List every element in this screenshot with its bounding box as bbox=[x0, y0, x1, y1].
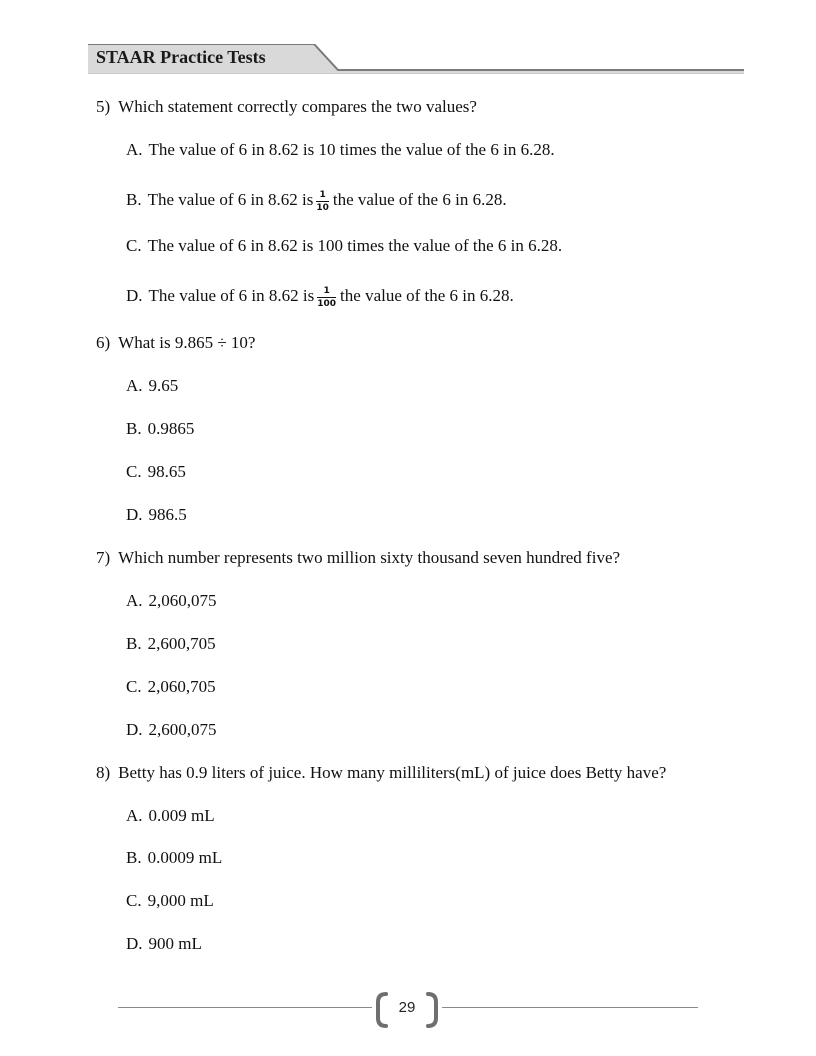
option-letter: A. bbox=[126, 806, 143, 825]
fraction-denominator: 100 bbox=[317, 299, 337, 309]
option-text: 2,060,075 bbox=[148, 591, 217, 610]
question-7-option-c[interactable] bbox=[126, 677, 216, 697]
option-text: 2,600,705 bbox=[147, 634, 216, 653]
page-header bbox=[88, 44, 744, 74]
fraction-one-hundredth bbox=[317, 286, 336, 309]
question-7-stem bbox=[96, 548, 620, 568]
option-text: 9,000 mL bbox=[147, 891, 214, 910]
option-text-after-fraction: the value of the 6 in 6.28. bbox=[340, 285, 514, 305]
option-letter: B. bbox=[126, 848, 142, 867]
option-text: 0.9865 bbox=[147, 419, 195, 438]
question-5-option-a[interactable] bbox=[126, 140, 555, 160]
option-letter: B. bbox=[126, 189, 142, 209]
option-text: 0.0009 mL bbox=[147, 848, 223, 867]
question-number: 8) bbox=[96, 763, 111, 782]
fraction-bar bbox=[317, 297, 336, 298]
question-6-option-b[interactable] bbox=[126, 419, 194, 439]
option-text: 98.65 bbox=[147, 462, 186, 481]
option-letter: A. bbox=[126, 140, 143, 159]
option-letter: A. bbox=[126, 591, 143, 610]
option-text: The value of 6 in 8.62 is 100 times the value of the 6 in 6.28. bbox=[147, 236, 563, 255]
option-letter: D. bbox=[126, 720, 143, 739]
option-text-before-fraction: The value of 6 in 8.62 is bbox=[148, 285, 315, 305]
footer-rule-right bbox=[442, 1007, 698, 1008]
question-5-option-c[interactable] bbox=[126, 236, 562, 256]
question-8-stem bbox=[96, 763, 666, 783]
option-text-before-fraction: The value of 6 in 8.62 is bbox=[147, 189, 314, 209]
question-7-option-a[interactable] bbox=[126, 591, 217, 611]
question-text: Which statement correctly compares the two values? bbox=[118, 97, 477, 116]
option-letter: D. bbox=[126, 505, 143, 524]
question-6-stem bbox=[96, 333, 255, 353]
fraction-numerator: 1 bbox=[323, 286, 330, 296]
option-text-after-fraction: the value of the 6 in 6.28. bbox=[332, 189, 507, 209]
question-5-stem bbox=[96, 97, 477, 117]
option-text: 900 mL bbox=[148, 934, 202, 953]
fraction-bar bbox=[316, 201, 329, 202]
question-number: 5) bbox=[96, 97, 111, 116]
question-text: What is 9.865 ÷ 10? bbox=[118, 333, 256, 352]
fraction-denominator: 10 bbox=[316, 203, 329, 213]
option-letter: D. bbox=[126, 934, 143, 953]
question-8-option-c[interactable] bbox=[126, 891, 214, 911]
option-letter: B. bbox=[126, 419, 142, 438]
question-5-option-d[interactable] bbox=[126, 284, 514, 307]
option-text: 2,060,705 bbox=[147, 677, 216, 696]
question-text: Which number represents two million sixty thousand seven hundred five? bbox=[118, 548, 621, 567]
option-letter: C. bbox=[126, 891, 142, 910]
option-text: 0.009 mL bbox=[148, 806, 215, 825]
question-5-option-b[interactable] bbox=[126, 188, 507, 211]
question-6-option-d[interactable] bbox=[126, 505, 187, 525]
question-6-option-a[interactable] bbox=[126, 376, 178, 396]
question-number: 6) bbox=[96, 333, 111, 352]
question-6-option-c[interactable] bbox=[126, 462, 186, 482]
fraction-numerator: 1 bbox=[319, 190, 326, 200]
question-number: 7) bbox=[96, 548, 111, 567]
question-7-option-b[interactable] bbox=[126, 634, 216, 654]
question-7-option-d[interactable] bbox=[126, 720, 217, 740]
question-text: Betty has 0.9 liters of juice. How many milliliters(mL) of juice does Betty have? bbox=[118, 763, 667, 782]
question-8-option-b[interactable] bbox=[126, 848, 222, 868]
question-8-option-a[interactable] bbox=[126, 806, 215, 826]
page-number: 29 bbox=[398, 999, 416, 1016]
option-text: 986.5 bbox=[148, 505, 187, 524]
option-letter: C. bbox=[126, 236, 142, 255]
option-letter: C. bbox=[126, 677, 142, 696]
question-8-option-d[interactable] bbox=[126, 934, 202, 954]
fraction-one-tenth bbox=[316, 190, 329, 213]
option-letter: C. bbox=[126, 462, 142, 481]
option-letter: B. bbox=[126, 634, 142, 653]
option-letter: A. bbox=[126, 376, 143, 395]
option-text: The value of 6 in 8.62 is 10 times the value of the 6 in 6.28. bbox=[148, 140, 555, 159]
footer-rule-left bbox=[118, 1007, 372, 1008]
option-text: 9.65 bbox=[148, 376, 179, 395]
option-text: 2,600,075 bbox=[148, 720, 217, 739]
page-header-title: STAAR Practice Tests bbox=[96, 47, 266, 67]
option-letter: D. bbox=[126, 285, 143, 305]
